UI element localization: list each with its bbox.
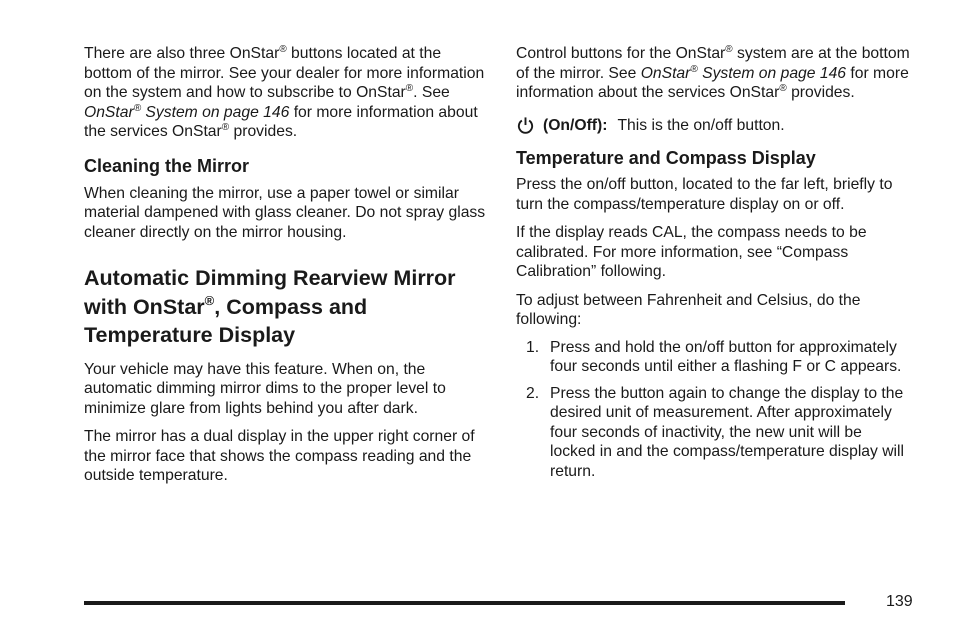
- control-buttons-paragraph: Control buttons for the OnStar® system are at the bottom of the mirror. See OnStar® System on page 146 for more information about the services OnStar® provides.: [516, 44, 910, 101]
- list-item: 2. Press the button again to change the display to the desired unit of measurement. After approximately four seconds of inactivity, the new unit will be locked in and the compass/temperature display will return.: [526, 384, 905, 480]
- onoff-text: This is the on/off button.: [617, 116, 785, 134]
- onoff-label: (On/Off):: [543, 116, 608, 134]
- onoff-description: [516, 116, 911, 136]
- right-column: [516, 44, 911, 481]
- page-number: 139: [886, 593, 913, 610]
- onstar-page-reference[interactable]: OnStar® System on page 146: [84, 102, 290, 121]
- press-onoff-paragraph: Press the on/off button, located to the far left, briefly to turn the compass/temperature display on or off.: [516, 176, 893, 213]
- fahrenheit-celsius-paragraph: To adjust between Fahrenheit and Celsius, do the following:: [516, 291, 861, 328]
- cleaning-heading: Cleaning the Mirror: [84, 155, 250, 176]
- footer-rule: [84, 601, 845, 605]
- calibration-paragraph: If the display reads CAL, the compass needs to be calibrated. For more information, see “Compass Calibration” following.: [516, 224, 867, 280]
- left-column: [84, 44, 489, 486]
- onstar-page-reference[interactable]: OnStar® System on page 146: [640, 63, 847, 82]
- temperature-compass-heading: Temperature and Compass Display: [516, 148, 816, 168]
- dual-display-paragraph: The mirror has a dual display in the upper right corner of the mirror face that shows the compass reading and the outside temperature.: [84, 428, 475, 484]
- feature-paragraph: Your vehicle may have this feature. When on, the automatic dimming mirror dims to the proper level to minimize glare from lights behind you after dark.: [84, 360, 446, 417]
- steps-list: [516, 338, 911, 482]
- list-item: 1. Press and hold the on/off button for approximately four seconds until either a flashing F or C appears.: [526, 338, 902, 375]
- section-title: Automatic Dimming Rearview Mirror with OnStar®, Compass and Temperature Display: [84, 266, 456, 347]
- onstar-intro-paragraph: There are also three OnStar® buttons located at the bottom of the mirror. See your dealer for more information on the system and how to subscribe to OnStar®. See OnStar® System on page 146 for more information about the services OnStar® provides.: [84, 44, 485, 140]
- power-icon: [516, 116, 535, 135]
- cleaning-paragraph: When cleaning the mirror, use a paper towel or similar material dampened with glass cleaner. Do not spray glass cleaner directly on the mirror housing.: [84, 184, 486, 241]
